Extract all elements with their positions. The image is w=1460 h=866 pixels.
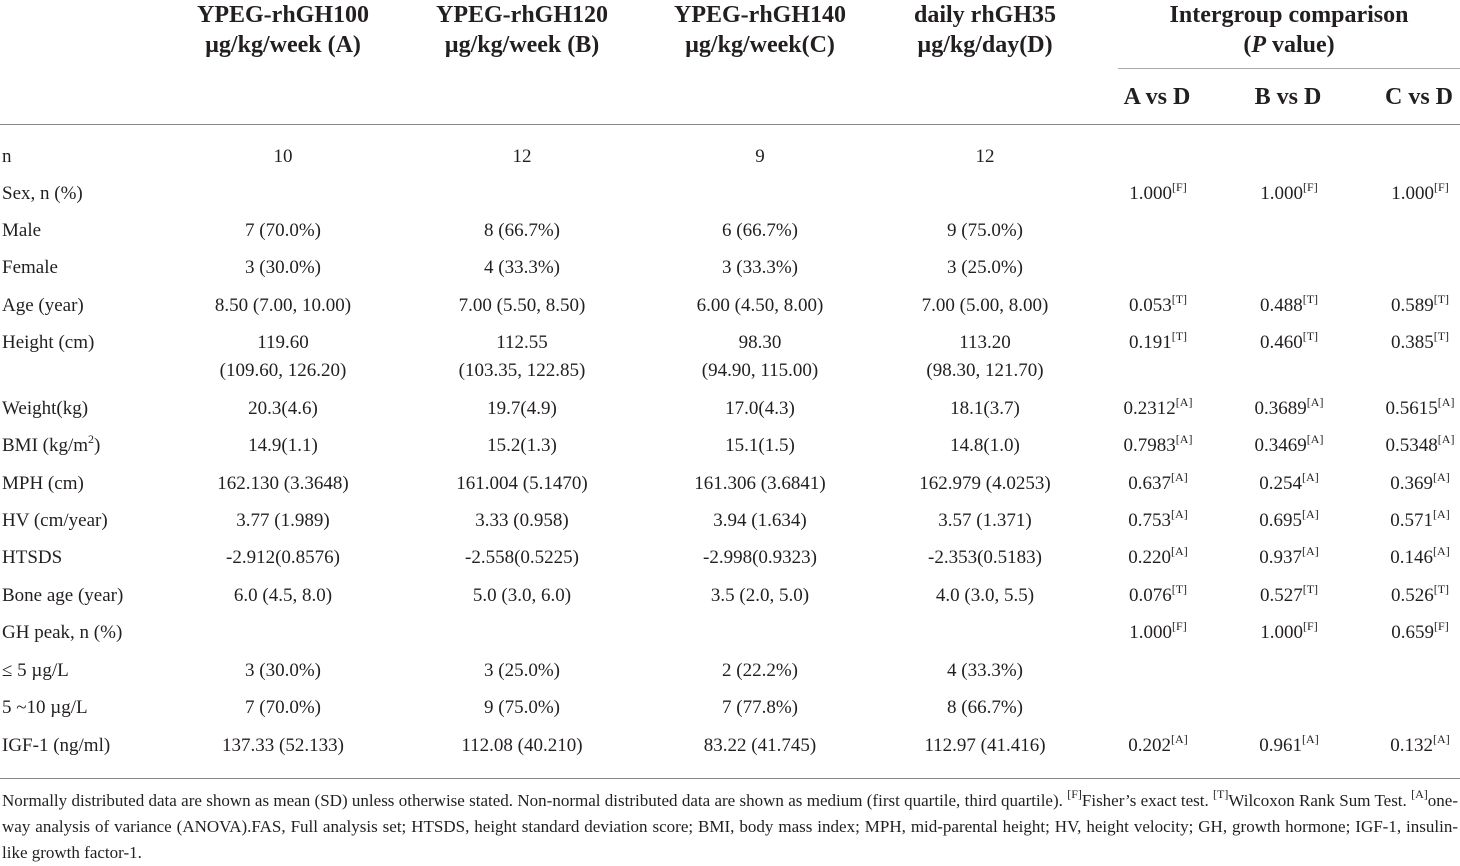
cell-group-b: 112.08 (40.210) — [461, 735, 583, 756]
cell-group-a: 7 (70.0%) — [245, 220, 321, 241]
cell-pbd — [1229, 179, 1349, 206]
p-value: 0.695 — [1259, 510, 1303, 531]
cell-group-d: 4 (33.3%) — [947, 660, 1023, 681]
p-test-tag: [A] — [1302, 469, 1319, 484]
cell-pad — [1098, 506, 1218, 533]
cell-group-c: 15.1(1.5) — [725, 435, 795, 456]
header-group-b-line2: µg/kg/week (B) — [444, 32, 600, 58]
cell-pbd — [1229, 328, 1349, 355]
cell-group-b: 8 (66.7%) — [484, 220, 560, 241]
footnote-tag-a: [A] — [1411, 787, 1428, 802]
cell-group-c: 9 — [755, 146, 765, 167]
p-test-tag: [A] — [1302, 543, 1319, 558]
cell-pbd — [1229, 543, 1349, 570]
p-test-tag: [F] — [1434, 179, 1449, 194]
p-test-tag: [T] — [1433, 581, 1450, 596]
footer-rule — [0, 778, 1460, 779]
footnote-tag-f: [F] — [1067, 787, 1082, 802]
cell-group-c: 161.306 (3.6841) — [694, 473, 826, 494]
p-value: 0.202 — [1128, 735, 1172, 756]
cell-group-a: 14.9(1.1) — [248, 435, 318, 456]
cell-pbd — [1229, 394, 1349, 421]
row-label-text: HV (cm/year) — [2, 510, 108, 531]
p-test-tag: [A] — [1433, 469, 1450, 484]
row-label — [2, 145, 12, 169]
row-label — [2, 397, 88, 421]
cell-group-d: -2.353(0.5183) — [928, 547, 1042, 568]
cell-group-a: 10 — [273, 146, 293, 167]
header-a-vs-d: A vs D — [1123, 84, 1191, 110]
p-test-tag: [A] — [1171, 506, 1188, 521]
cell-pcd — [1360, 543, 1460, 570]
header-group-b — [407, 0, 637, 60]
row-label-text: BMI (kg/m — [2, 435, 89, 456]
header-group-d-line2: µg/kg/day(D) — [917, 32, 1053, 58]
p-test-tag: [A] — [1302, 731, 1319, 746]
cell-group-c: 6 (66.7%) — [722, 220, 798, 241]
p-value: 0.460 — [1259, 332, 1303, 353]
cell-group-a: 3 (30.0%) — [245, 257, 321, 278]
header-subrule — [1118, 68, 1460, 69]
cell-group-c: 2 (22.2%) — [722, 660, 798, 681]
cell-group-b: 19.7(4.9) — [487, 398, 557, 419]
cell-group-d: 3.57 (1.371) — [938, 510, 1032, 531]
p-value: 0.526 — [1390, 585, 1434, 606]
p-value: 0.3469 — [1254, 435, 1307, 456]
p-test-tag: [A] — [1171, 469, 1188, 484]
cell-group-d: 4.0 (3.0, 5.5) — [935, 585, 1035, 606]
header-b-vs-d: B vs D — [1254, 84, 1322, 110]
row-label-text: Height (cm) — [2, 332, 95, 353]
header-group-d — [870, 0, 1100, 60]
cell-group-d: 113.20 — [959, 332, 1011, 353]
p-value: 1.000 — [1260, 622, 1304, 643]
p-test-tag: [F] — [1434, 618, 1449, 633]
p-test-tag: [A] — [1175, 431, 1193, 446]
cell-pcd — [1360, 394, 1460, 421]
row-label-text: Weight(kg) — [2, 398, 89, 419]
cell-group-b: 3.33 (0.958) — [475, 510, 569, 531]
p-value: 0.937 — [1259, 547, 1303, 568]
cell-pbd — [1229, 469, 1349, 496]
row-label — [2, 621, 122, 645]
p-value: 0.637 — [1128, 473, 1172, 494]
p-value: 0.132 — [1390, 735, 1434, 756]
cell-group-a: 8.50 (7.00, 10.00) — [214, 295, 352, 316]
header-intergroup — [1118, 0, 1460, 60]
p-test-tag: [A] — [1433, 506, 1450, 521]
p-value: 0.369 — [1390, 473, 1434, 494]
header-intergroup-line2: (P value) — [1243, 32, 1335, 58]
cell-group-b: 15.2(1.3) — [487, 435, 557, 456]
header-group-c — [645, 0, 875, 60]
cell-pbd — [1229, 731, 1349, 758]
cell-group-a: 3 (30.0%) — [245, 660, 321, 681]
header-rule — [0, 124, 1460, 125]
p-value: 0.385 — [1390, 332, 1434, 353]
row-label-text: Age (year) — [2, 295, 84, 316]
p-test-tag: [T] — [1302, 581, 1319, 596]
cell-pad — [1098, 291, 1218, 318]
p-value: 0.659 — [1391, 622, 1435, 643]
header-c-vs-d: C vs D — [1384, 84, 1453, 110]
cell-pad — [1098, 618, 1218, 645]
row-label-text: Sex, n (%) — [2, 183, 83, 204]
cell-group-c-line2: (94.90, 115.00) — [701, 360, 819, 381]
cell-pcd — [1360, 618, 1460, 645]
header-group-c-line2: µg/kg/week(C) — [685, 32, 835, 58]
p-test-tag: [T] — [1171, 291, 1188, 306]
p-test-tag: [A] — [1302, 506, 1319, 521]
cell-group-c: 3.5 (2.0, 5.0) — [710, 585, 810, 606]
p-test-tag: [T] — [1171, 328, 1188, 343]
cell-group-c: 7 (77.8%) — [722, 697, 798, 718]
cell-pcd — [1360, 291, 1460, 318]
p-test-tag: [A] — [1437, 394, 1455, 409]
header-group-a — [168, 0, 398, 60]
row-label-end: ) — [94, 435, 101, 456]
p-test-tag: [T] — [1171, 581, 1188, 596]
cell-group-b: 7.00 (5.50, 8.50) — [458, 295, 586, 316]
row-label — [2, 734, 110, 758]
cell-pcd — [1360, 328, 1460, 355]
cell-pcd — [1360, 179, 1460, 206]
header-group-b-line1: YPEG-rhGH120 — [436, 2, 608, 28]
p-value: 0.5615 — [1385, 398, 1438, 419]
p-value: 0.076 — [1128, 585, 1172, 606]
cell-group-a: 7 (70.0%) — [245, 697, 321, 718]
cell-group-d: 3 (25.0%) — [947, 257, 1023, 278]
cell-group-d: 18.1(3.7) — [950, 398, 1020, 419]
cell-pcd — [1360, 431, 1460, 458]
p-value: 0.527 — [1259, 585, 1303, 606]
cell-group-a: 6.0 (4.5, 8.0) — [233, 585, 333, 606]
p-value: 0.571 — [1390, 510, 1434, 531]
row-label — [2, 546, 62, 570]
row-label-text: n — [2, 146, 12, 167]
footnote-part3: Wilcoxon Rank Sum Test. — [1228, 791, 1412, 810]
p-value: 0.2312 — [1123, 398, 1176, 419]
cell-group-c: 17.0(4.3) — [725, 398, 795, 419]
p-test-tag: [A] — [1171, 543, 1188, 558]
cell-group-c: -2.998(0.9323) — [703, 547, 817, 568]
row-label-text: Male — [2, 220, 42, 241]
p-value: 0.220 — [1128, 547, 1172, 568]
cell-group-a: 119.60 — [257, 332, 309, 353]
footnote-part2: Fisher’s exact test. — [1081, 791, 1214, 810]
cell-pcd — [1360, 731, 1460, 758]
header-group-c-line1: YPEG-rhGH140 — [674, 2, 846, 28]
p-value: 0.488 — [1259, 295, 1303, 316]
p-value: 0.3689 — [1254, 398, 1307, 419]
row-label — [2, 219, 41, 243]
cell-group-c: 6.00 (4.50, 8.00) — [696, 295, 824, 316]
row-label — [2, 472, 84, 496]
p-value: 0.589 — [1390, 295, 1434, 316]
cell-group-d-line2: (98.30, 121.70) — [926, 360, 1044, 381]
cell-group-d: 12 — [975, 146, 995, 167]
footnote — [2, 788, 1458, 866]
p-value: 0.254 — [1259, 473, 1303, 494]
row-label — [2, 256, 58, 280]
p-value: 1.000 — [1391, 183, 1435, 204]
p-value: 0.146 — [1390, 547, 1434, 568]
cell-group-a: 137.33 (52.133) — [222, 735, 344, 756]
footnote-part1: Normally distributed data are shown as mean (SD) unless otherwise stated. Non-normal distributed data are shown as medium (first quartile, third quartile). — [2, 791, 1068, 810]
p-value: 1.000 — [1129, 622, 1173, 643]
cell-group-b: 5.0 (3.0, 6.0) — [472, 585, 572, 606]
p-test-tag: [T] — [1302, 328, 1319, 343]
row-label-text: Female — [2, 257, 58, 278]
row-label — [2, 431, 101, 458]
cell-group-d: 14.8(1.0) — [950, 435, 1020, 456]
cell-pad — [1098, 543, 1218, 570]
footnote-tag-t: [T] — [1213, 787, 1229, 802]
cell-pad — [1098, 469, 1218, 496]
row-label-text: MPH (cm) — [2, 473, 84, 494]
cell-group-b: 4 (33.3%) — [484, 257, 560, 278]
footnote-part4: one-way analysis of variance (ANOVA).FAS, Full analysis set; HTSDS, height standard deviation score; BMI, body mass index; MPH, mid-parental height; HV, height velocity; GH, growth hormone; IGF-1, insulin-like growth factor-1. — [2, 791, 1458, 862]
cell-group-d: 7.00 (5.00, 8.00) — [921, 295, 1049, 316]
cell-group-d: 8 (66.7%) — [947, 697, 1023, 718]
cell-group-a-line2: (109.60, 126.20) — [219, 360, 347, 381]
cell-pbd — [1229, 618, 1349, 645]
cell-group-b: 112.55 — [496, 332, 548, 353]
p-value: 0.7983 — [1123, 435, 1176, 456]
cell-group-b: 12 — [512, 146, 532, 167]
cell-group-b: 9 (75.0%) — [484, 697, 560, 718]
cell-group-b: 161.004 (5.1470) — [456, 473, 588, 494]
header-group-a-line2: µg/kg/week (A) — [205, 32, 361, 58]
cell-pcd — [1360, 506, 1460, 533]
cell-pbd — [1229, 431, 1349, 458]
cell-pad — [1098, 328, 1218, 355]
header-intergroup-line1: Intergroup comparison — [1169, 2, 1409, 28]
p-value: 0.191 — [1128, 332, 1172, 353]
p-test-tag: [A] — [1433, 731, 1450, 746]
header-p-italic: P — [1251, 32, 1266, 58]
p-value: 1.000 — [1129, 183, 1173, 204]
p-test-tag: [F] — [1172, 179, 1187, 194]
cell-pcd — [1360, 581, 1460, 608]
row-label — [2, 696, 88, 720]
row-label — [2, 659, 69, 683]
row-label — [2, 509, 108, 533]
cell-pad — [1098, 394, 1218, 421]
p-test-tag: [A] — [1306, 394, 1324, 409]
cell-group-b: 3 (25.0%) — [484, 660, 560, 681]
row-label-text: 5 ~10 µg/L — [2, 697, 88, 718]
row-label — [2, 584, 123, 608]
cell-group-d: 112.97 (41.416) — [924, 735, 1046, 756]
cell-pad — [1098, 431, 1218, 458]
row-label — [2, 294, 84, 318]
header-p-rest: value) — [1266, 32, 1335, 58]
p-test-tag: [T] — [1302, 291, 1319, 306]
row-label-text: ≤ 5 µg/L — [2, 660, 69, 681]
p-test-tag: [A] — [1171, 731, 1188, 746]
p-test-tag: [A] — [1175, 394, 1193, 409]
cell-group-a: 162.130 (3.3648) — [217, 473, 349, 494]
cell-group-a: -2.912(0.8576) — [226, 547, 340, 568]
p-test-tag: [F] — [1303, 618, 1318, 633]
cell-pad — [1098, 581, 1218, 608]
row-label-text: Bone age (year) — [2, 585, 124, 606]
p-test-tag: [T] — [1433, 291, 1450, 306]
p-test-tag: [A] — [1437, 431, 1455, 446]
cell-group-d: 162.979 (4.0253) — [919, 473, 1051, 494]
row-label-text: GH peak, n (%) — [2, 622, 123, 643]
cell-pad — [1098, 731, 1218, 758]
cell-group-c: 83.22 (41.745) — [703, 735, 817, 756]
p-test-tag: [F] — [1303, 179, 1318, 194]
p-value: 0.753 — [1128, 510, 1172, 531]
cell-group-d: 9 (75.0%) — [947, 220, 1023, 241]
p-test-tag: [A] — [1433, 543, 1450, 558]
row-label-text: HTSDS — [2, 547, 63, 568]
p-value: 0.961 — [1259, 735, 1303, 756]
row-label — [2, 331, 94, 355]
header-group-a-line1: YPEG-rhGH100 — [197, 2, 369, 28]
p-test-tag: [A] — [1306, 431, 1324, 446]
p-test-tag: [T] — [1433, 328, 1450, 343]
row-label-superscript: 2 — [88, 431, 95, 446]
cell-pbd — [1229, 581, 1349, 608]
cell-group-c: 98.30 — [738, 332, 782, 353]
p-test-tag: [F] — [1172, 618, 1187, 633]
cell-group-b-line2: (103.35, 122.85) — [458, 360, 586, 381]
cell-pbd — [1229, 291, 1349, 318]
cell-pcd — [1360, 469, 1460, 496]
header-group-d-line1: daily rhGH35 — [913, 2, 1057, 28]
cell-group-a: 20.3(4.6) — [248, 398, 318, 419]
cell-pad — [1098, 179, 1218, 206]
cell-group-b: -2.558(0.5225) — [465, 547, 579, 568]
cell-group-c: 3 (33.3%) — [722, 257, 798, 278]
cell-pbd — [1229, 506, 1349, 533]
row-label — [2, 182, 83, 206]
cell-group-a: 3.77 (1.989) — [236, 510, 330, 531]
row-label-text: IGF-1 (ng/ml) — [2, 735, 111, 756]
p-value: 0.053 — [1128, 295, 1172, 316]
p-value: 0.5348 — [1385, 435, 1438, 456]
p-value: 1.000 — [1260, 183, 1304, 204]
cell-group-c: 3.94 (1.634) — [713, 510, 807, 531]
